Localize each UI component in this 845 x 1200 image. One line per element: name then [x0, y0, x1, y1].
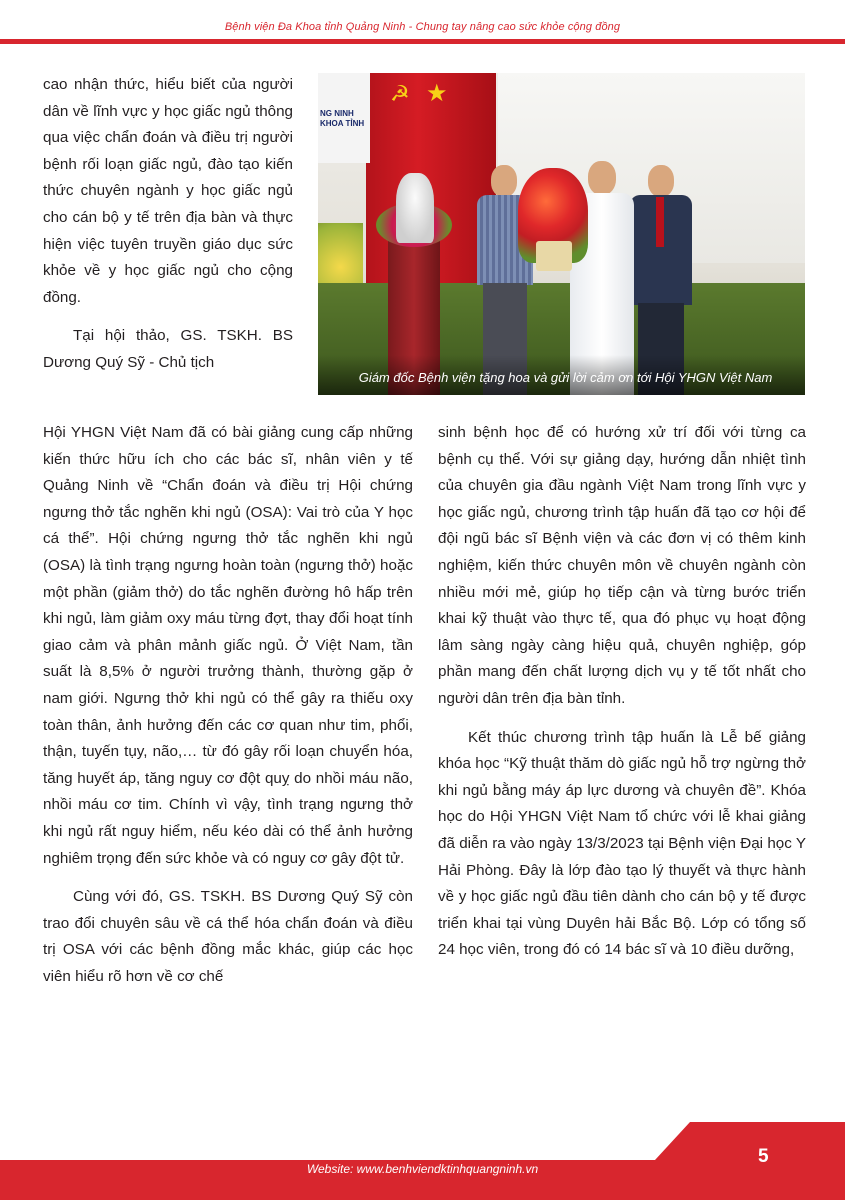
- caption-text: Giám đốc Bệnh viện tặng hoa và gửi lời cảm ơn tới Hội YHGN Việt Nam: [358, 370, 773, 385]
- left-column-main: [43, 420, 413, 990]
- page-number: 5: [758, 1146, 769, 1167]
- bust-statue: [396, 173, 434, 243]
- bouquet-basket: [536, 241, 572, 271]
- paragraph: sinh bệnh học để có hướng xử trí đối với từng ca bệnh cụ thể. Với sự giảng dạy, hướng dẫn nhiệt tình của chuyên gia đầu ngành Việt Nam trong lĩnh vực y học giấc ngủ, chương trình tập huấn đã tạo cơ hội để đội ngũ bác sĩ Bệnh viện và các đơn vị có thêm kinh nghiệm, kiến thức chuyên môn về chuyên ngành còn nhiều mới mẻ, giúp họ tiếp cận và từng bước triển khai kỹ thuật vào thực tế, qua đó phục vụ hoạt động lâm sàng ngày càng hiệu quả, chuyên nghiệp, góp phần mang đến chất lượng dịch vụ y tế tốt nhất cho người dân trên địa bàn tỉnh.: [438, 424, 806, 707]
- sign-text: NG NINH KHOA TỈNH: [320, 109, 365, 128]
- paragraph: Hội YHGN Việt Nam đã có bài giảng cung cấp những kiến thức hữu ích cho các bác sĩ, nhân viên y tế Quảng Ninh về “Chẩn đoán và điều trị Hội chứng ngưng thở tắc nghẽn khi ngủ (OSA): Vai trò của Y học cá thể”. Hội chứng ngưng thở tắc nghẽn khi ngủ (OSA) là tình trạng ngưng hoàn toàn (ngưng thở) hoặc một phần (giảm thở) do tắc nghẽn đường hô hấp trên khi ngủ, làm giảm oxy máu từng đợt, thay đổi hoạt tính giao cảm và phân mảnh giấc ngủ. Ở Việt Nam, tần suất là 8,5% ở người trưởng thành, thường gặp ở nam giới. Ngưng thở khi ngủ có thể gây ra thiếu oxy toàn thân, ảnh hưởng đến các cơ quan như tim, phổi, thận, tuyến tụy, não,… từ đó gây rối loạn chuyển hóa, tăng huyết áp, tăng nguy cơ đột quỵ do nhồi máu não, nhồi máu cơ tim. Chính vì vậy, tình trạng ngưng thở khi ngủ rất nguy hiểm, nếu kéo dài có thể ảnh hưởng nghiêm trọng đến sức khỏe và có nguy cơ gây đột tử.: [43, 424, 413, 867]
- paragraph: Kết thúc chương trình tập huấn là Lễ bế giảng khóa học “Kỹ thuật thăm dò giấc ngủ hỗ trợ ngừng thở khi ngủ bằng máy áp lực dương và chuyên đề”. Khóa học do Hội YHGN Việt Nam tổ chức với lễ khai giảng đã diễn ra vào ngày 13/3/2023 tại Bệnh viện Đại học Y Hải Phòng. Đây là lớp đào tạo lý thuyết và thực hành về y học giấc ngủ đầu tiên dành cho cán bộ y tế được triển khai tại vùng Duyên hải Bắc Bộ. Lớp có tổng số 24 học viên, trong đó có 14 bác sĩ và 10 điều dưỡng,: [438, 728, 806, 959]
- running-header: Bệnh viện Đa Khoa tỉnh Quảng Ninh - Chung tay nâng cao sức khỏe cộng đồng: [224, 21, 621, 33]
- paragraph: cao nhận thức, hiểu biết của người dân về lĩnh vực y học giấc ngủ thông qua việc chẩn đoán và điều trị người bệnh rối loạn giấc ngủ, đào tạo kiến thức chuyên ngành y học giấc ngủ cho cán bộ y tế trên địa bàn và thực hiện việc tuyên truyền giáo dục sức khỏe về y học giấc ngủ cho cộng đồng.: [43, 76, 293, 306]
- footer-corner: [655, 1122, 690, 1160]
- right-column: [438, 420, 806, 964]
- paragraph: Tại hội thảo, GS. TSKH. BS Dương Quý Sỹ - Chủ tịch: [43, 327, 293, 371]
- header-rule: [0, 39, 845, 44]
- footer-website: Website: www.benhviendktinhquangninh.vn: [306, 1162, 539, 1176]
- hammer-sickle-icon: ☭: [390, 81, 410, 106]
- left-column-top: [43, 72, 293, 377]
- photo-caption: [318, 355, 805, 395]
- hospital-sign: [318, 73, 370, 163]
- article-photo: [318, 73, 805, 395]
- star-icon: ★: [426, 80, 448, 107]
- paragraph: Cùng với đó, GS. TSKH. BS Dương Quý Sỹ còn trao đổi chuyên sâu về cá thể hóa chẩn đoán và điều trị OSA với các bệnh đồng mắc khác, giúp các học viên hiểu rõ hơn về cơ chế: [43, 888, 413, 985]
